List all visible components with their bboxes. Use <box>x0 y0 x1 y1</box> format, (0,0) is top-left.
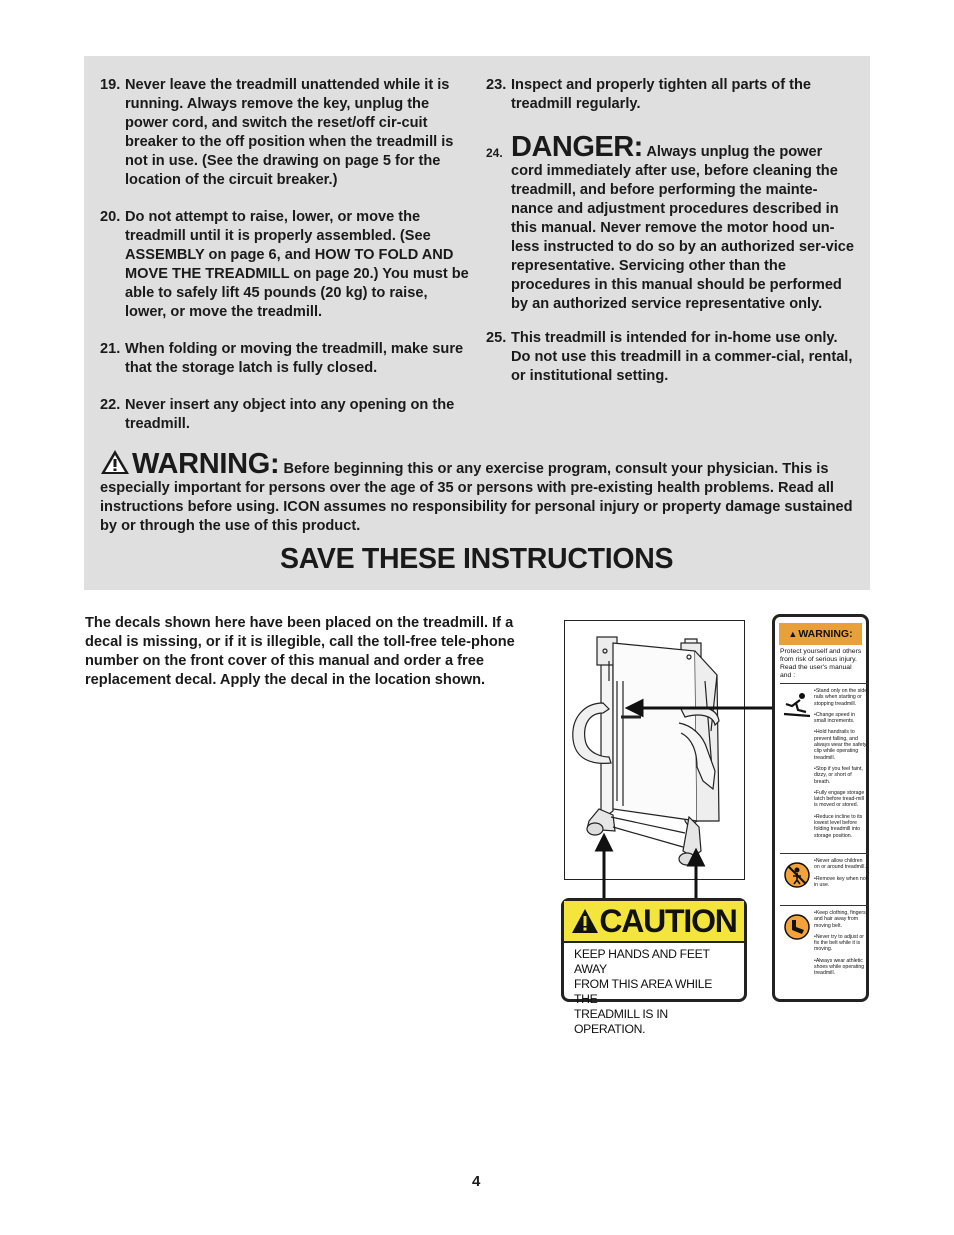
item-number: 25. <box>486 330 507 346</box>
treadmill-drawing <box>565 621 746 881</box>
falling-person-icon <box>782 690 812 720</box>
caution-heading: CAUTION <box>599 902 737 939</box>
item-text: When folding or moving the treadmill, make sure that the storage latch is fully closed. <box>125 341 464 376</box>
item-number: 19. <box>100 77 121 93</box>
safety-column-left <box>100 76 470 452</box>
warning-mini-triangle-icon: ▲ <box>788 629 798 639</box>
item-text: Always unplug the power cord immediately after use, before cleaning the treadmill, and before performing the mainte-nance and adjustment procedures described in this manual. Never remove the motor hood un-less instructed to do so by an authorized ser-vice representative. Servicing other than the procedures in this manual should be performed by an authorized service representative only. <box>511 144 855 312</box>
warning-decal-item: •Hold handrails to prevent falling, and always wear the safety clip while operating treadmill. <box>814 729 867 761</box>
decal-intro-text: The decals shown here have been placed on the treadmill. If a decal is missing, or if it is illegible, call the toll-free tele-phone number on the front cover of this manual and order a free replacement decal. Apply the decal in the location shown. <box>85 615 515 688</box>
safety-item-23 <box>486 76 856 114</box>
warning-decal-section-3 <box>780 905 868 997</box>
item-number: 20. <box>100 209 121 225</box>
safety-item-24-danger <box>486 133 856 314</box>
warning-decal-item: •Reduce incline to its lowest level before folding treadmill into storage position. <box>814 813 863 839</box>
page-number: 4 <box>472 1173 481 1190</box>
warning-decal-list-1 <box>814 688 868 844</box>
treadmill-illustration <box>564 620 745 880</box>
safety-item-22 <box>100 396 470 434</box>
warning-label: WARNING: <box>132 448 280 480</box>
warning-decal-section-2 <box>780 853 868 905</box>
item-text: Never leave the treadmill unattended while it is running. Always remove the key, unplug the power cord, and switch the reset/off cir-cuit breaker to the off position when the treadmill is not in use. (See the drawing on page 5 for the location of the circuit breaker.) <box>125 77 454 188</box>
item-number: 23. <box>486 77 507 93</box>
warning-decal <box>772 614 869 1002</box>
caution-line: FROM THIS AREA WHILE THE <box>574 977 713 1006</box>
item-number: 21. <box>100 341 121 357</box>
warning-decal-item: •Change speed in small increments. <box>814 711 856 725</box>
item-text: This treadmill is intended for in-home use only. Do not use this treadmill in a commer-cial, rental, or institutional setting. <box>511 330 853 384</box>
no-children-icon <box>782 860 812 890</box>
caution-decal-body <box>564 943 744 1037</box>
warning-decal-item: •Never try to adjust or fix the belt while it is moving. <box>814 933 864 953</box>
warning-triangle-icon <box>100 449 130 475</box>
caution-decal-header <box>564 901 744 943</box>
warning-decal-header <box>779 623 862 645</box>
safety-item-25 <box>486 329 856 386</box>
warning-decal-section-1 <box>780 683 868 853</box>
item-number: 22. <box>100 397 121 413</box>
caution-line: KEEP HANDS AND FEET AWAY <box>574 947 710 976</box>
item-text: Never insert any object into any opening on the treadmill. <box>125 397 455 432</box>
safety-item-21 <box>100 340 470 378</box>
item-text: Inspect and properly tighten all parts of the treadmill regularly. <box>511 77 812 112</box>
safety-item-20 <box>100 208 470 322</box>
caution-line: TREADMILL IS IN OPERATION. <box>574 1007 668 1036</box>
safety-item-19 <box>100 76 470 190</box>
save-instructions-title: SAVE THESE INSTRUCTIONS <box>280 543 674 575</box>
warning-decal-item: •Always wear athletic shoes while operating treadmill. <box>814 957 865 977</box>
warning-block <box>100 449 860 536</box>
warning-decal-list-3 <box>814 910 868 982</box>
warning-text: Before beginning this or any exercise program, consult your physician. This is especially important for persons over the age of 35 or persons with pre-existing health problems. Read all instructions before using. ICON assumes no responsibility for personal injury or property damage sustained by or through the use of this product. <box>100 461 853 534</box>
warning-decal-item: •Stop if you feel faint, dizzy, or short of breath. <box>814 765 863 785</box>
warning-decal-item: •Fully engage storage latch before tread-mill is moved or stored. <box>814 789 865 809</box>
warning-decal-item: •Remove key when not in use. <box>814 875 868 888</box>
warning-decal-item: •Never allow children on or around treadmill. <box>814 858 866 871</box>
warning-decal-intro: Protect yourself and others from risk of serious injury. Read the user's manual and : <box>780 648 862 679</box>
safety-column-right <box>486 76 856 404</box>
caution-triangle-icon <box>571 908 599 934</box>
warning-decal-item: •Keep clothing, fingers, and hair away from moving belt. <box>814 910 868 929</box>
warning-decal-heading: WARNING: <box>798 628 853 640</box>
hand-caught-icon <box>782 912 812 942</box>
warning-decal-item: •Stand only on the side rails when starting or stopping treadmill. <box>814 688 868 707</box>
warning-decal-list-2 <box>814 858 868 893</box>
danger-label: DANGER: <box>511 131 643 163</box>
item-text: Do not attempt to raise, lower, or move the treadmill until it is properly assembled. (See ASSEMBLY on page 6, and HOW TO FOLD AND MOVE THE TREADMILL on page 20.) You must be able to safely lift 45 pounds (20 kg) to raise, lower, or move the treadmill. <box>125 209 469 320</box>
caution-decal <box>561 898 747 1036</box>
item-number: 24. <box>486 146 503 160</box>
